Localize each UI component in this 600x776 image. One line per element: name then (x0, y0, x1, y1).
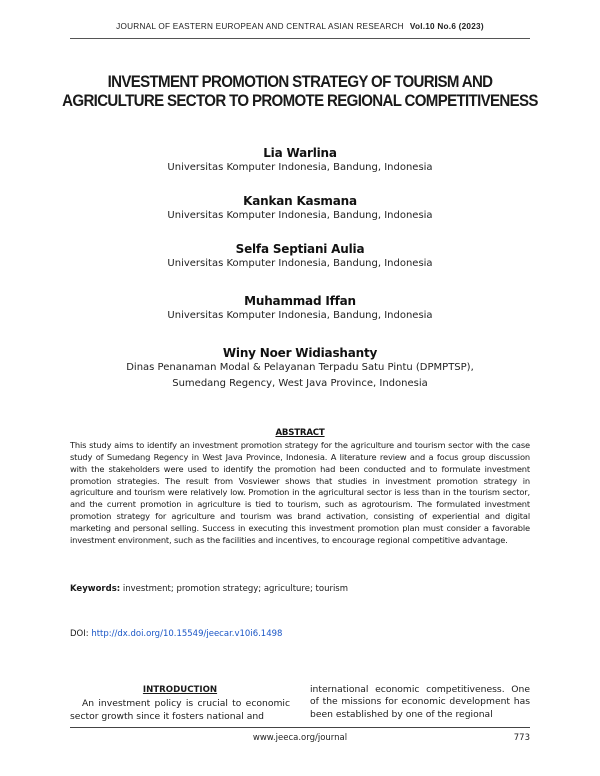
title-line-1: INVESTMENT PROMOTION STRATEGY OF TOURISM AND (107, 73, 493, 91)
page-number: 773 (513, 733, 530, 743)
header-rule (70, 38, 530, 39)
author-affiliation: Universitas Komputer Indonesia, Bandung, Indonesia (167, 162, 433, 173)
paper-title (58, 73, 542, 111)
running-header (0, 22, 600, 31)
section-heading: INTRODUCTION (142, 685, 218, 695)
doi-link[interactable]: http://dx.doi.org/10.15549/jeecar.v10i6.1498 (91, 629, 283, 639)
abstract-heading: ABSTRACT (275, 428, 325, 438)
body-paragraph: An investment policy is crucial to economic sector growth since it fosters national and (70, 698, 290, 722)
keywords (70, 584, 530, 594)
doi-line (70, 629, 282, 639)
author-name: Muhammad Iffan (244, 294, 356, 308)
body-paragraph: international economic competitiveness. One of the missions for economic development has been established by one of the regional (310, 684, 530, 720)
author-name: Winy Noer Widiashanty (222, 346, 378, 360)
author-name: Kankan Kasmana (243, 194, 357, 208)
author-block (0, 146, 600, 176)
footer-rule (70, 727, 530, 728)
body-column-left (70, 684, 290, 723)
author-affiliation: Universitas Komputer Indonesia, Bandung, Indonesia (167, 210, 433, 221)
body-column-right (310, 684, 530, 721)
keywords-text: investment; promotion strategy; agriculture; tourism (122, 584, 349, 594)
title-line-2: AGRICULTURE SECTOR TO PROMOTE REGIONAL COMPETITIVENESS (62, 92, 538, 110)
author-block (0, 346, 600, 391)
author-name: Lia Warlina (263, 146, 337, 160)
abstract-text: This study aims to identify an investment promotion strategy for the agriculture and tourism sector with the case study of Sumedang Regency in West Java Province, Indonesia. A literature review and a focus group discussion with the stakeholders were used to identify the promotion had been conducted and to formulate investment promotion strategies. The result from Vosviewer shows that studies in investment promotion strategy in agriculture and tourism were relatively low. Promotion in the agricultural sector is less than in the tourism sector, and the current promotion in agriculture is tied to tourism, such as agrotourism. The formulated investment promotion strategy for agriculture and tourism was brand activation, consisting of experiential and digital marketing and personal selling. Success in executing this investment promotion plan must consider a favorable investment environment, such as the facilities and incentives, to encourage regional competitive advantage. (70, 440, 530, 545)
doi-label: DOI: (70, 629, 89, 639)
author-affiliation: Universitas Komputer Indonesia, Bandung, Indonesia (167, 258, 433, 269)
author-block (0, 242, 600, 272)
author-block (0, 194, 600, 224)
footer-url: www.jeeca.org/journal (252, 733, 348, 743)
volume-issue: Vol.10 No.6 (2023) (409, 22, 484, 31)
author-affiliation: Universitas Komputer Indonesia, Bandung, Indonesia (167, 310, 433, 321)
author-affiliation-line-2: Sumedang Regency, West Java Province, Indonesia (172, 377, 428, 389)
author-block (0, 294, 600, 324)
author-name: Selfa Septiani Aulia (235, 242, 365, 256)
journal-name: JOURNAL OF EASTERN EUROPEAN AND CENTRAL ASIAN RESEARCH (116, 22, 404, 31)
author-affiliation-line-1: Dinas Penanaman Modal & Pelayanan Terpadu Satu Pintu (DPMPTSP), (126, 362, 474, 373)
keywords-label: Keywords: (70, 584, 121, 594)
